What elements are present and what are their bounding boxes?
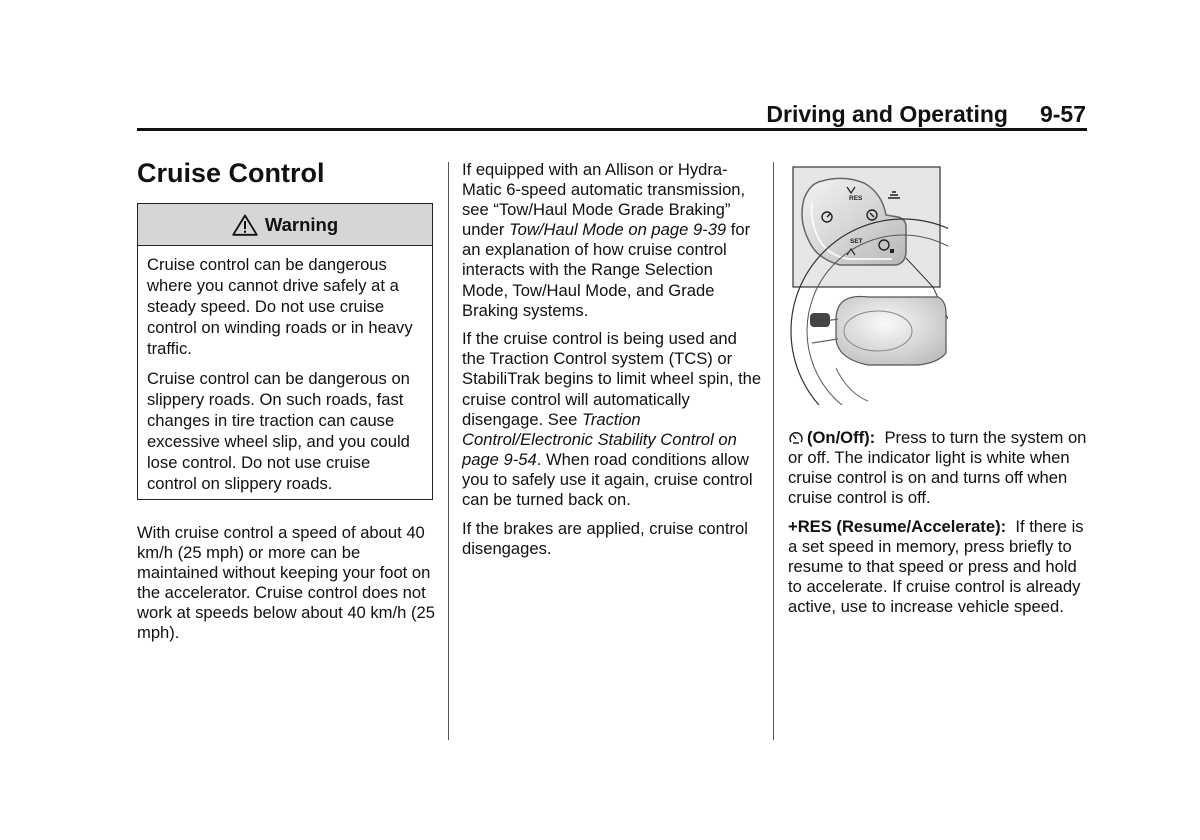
- paragraph-resume: [788, 517, 1088, 617]
- cross-reference-traction-control[interactable]: Traction Control/Electronic Stability Control on page 9-54: [462, 409, 737, 469]
- steering-wheel-svg: [788, 163, 948, 405]
- column-2: [462, 160, 762, 567]
- resume-text: If there is a set speed in memory, press briefly to resume to that speed or press and hold to accelerate. If cruise control is already active, use to increase vehicle speed.: [788, 516, 1084, 617]
- column-divider-2: [773, 162, 774, 740]
- text-run: If the cruise control is being used and the Traction Control system (TCS) or StabiliTrak begins to limit wheel spin, the cruise control will automatically disengage. See: [462, 329, 762, 429]
- intro-text: With cruise control a speed of about 40 km/h (25 mph) or more can be maintained without keeping your foot on the accelerator. Cruise control does not work at speeds below about 40 km/h (25 mph).: [137, 523, 435, 643]
- resume-label: +RES (Resume/Accelerate):: [788, 516, 1007, 536]
- cruise-control-icon: [788, 431, 804, 445]
- paragraph-on-off: [788, 428, 1088, 508]
- paragraph-brakes: If the brakes are applied, cruise control disengages.: [462, 518, 748, 558]
- warning-triangle-icon: [232, 214, 258, 236]
- intro-paragraph: [137, 523, 437, 652]
- header-rule: [137, 128, 1087, 131]
- steering-wheel-illustration: [788, 163, 948, 405]
- res-label: RES: [849, 195, 863, 202]
- warning-heading-text: Warning: [264, 213, 339, 235]
- text-run: for an explanation of how cruise control interacts with the Range Selection Mode, Tow/Haul Mode, and Grade Braking systems.: [462, 220, 751, 320]
- warning-body: [138, 246, 432, 494]
- column-divider-1: [448, 162, 449, 740]
- column-3: [788, 428, 1088, 626]
- text-run: If equipped with an Allison or Hydra-Matic 6-speed automatic transmission, see “Tow/Haul Mode Grade Braking” under: [462, 160, 746, 240]
- warning-paragraph: Cruise control can be dangerous on slippery roads. On such roads, fast changes in tire traction can cause excessive wheel slip, and you could lose control. Do not use cruise control on slippery roads.: [147, 368, 410, 493]
- on-off-label: (On/Off):: [807, 428, 876, 447]
- section-title: Cruise Control: [137, 158, 325, 188]
- header-section: Driving and Operating: [766, 101, 1008, 127]
- warning-heading: [138, 204, 432, 246]
- warning-box: [137, 203, 433, 500]
- warning-paragraph: Cruise control can be dangerous where you cannot drive safely at a steady speed. Do not use cruise control on winding roads or in heavy traffic.: [147, 255, 413, 358]
- on-off-text: Press to turn the system on or off. The indicator light is white when cruise control is on and turns off when cruise control is off.: [788, 428, 1087, 508]
- running-header: [766, 101, 1086, 128]
- cross-reference-tow-haul[interactable]: Tow/Haul Mode on page 9-39: [509, 220, 727, 240]
- wheel-control-pad-small: [810, 313, 830, 327]
- paragraph-tow-haul: [462, 160, 762, 321]
- page-number: 9-57: [1039, 101, 1086, 127]
- wheel-hub: [836, 296, 946, 365]
- paragraph-traction: [462, 329, 762, 510]
- text-run: . When road conditions allow you to safely use it again, cruise control can be turned back on.: [462, 449, 753, 509]
- set-label: SET: [850, 238, 863, 245]
